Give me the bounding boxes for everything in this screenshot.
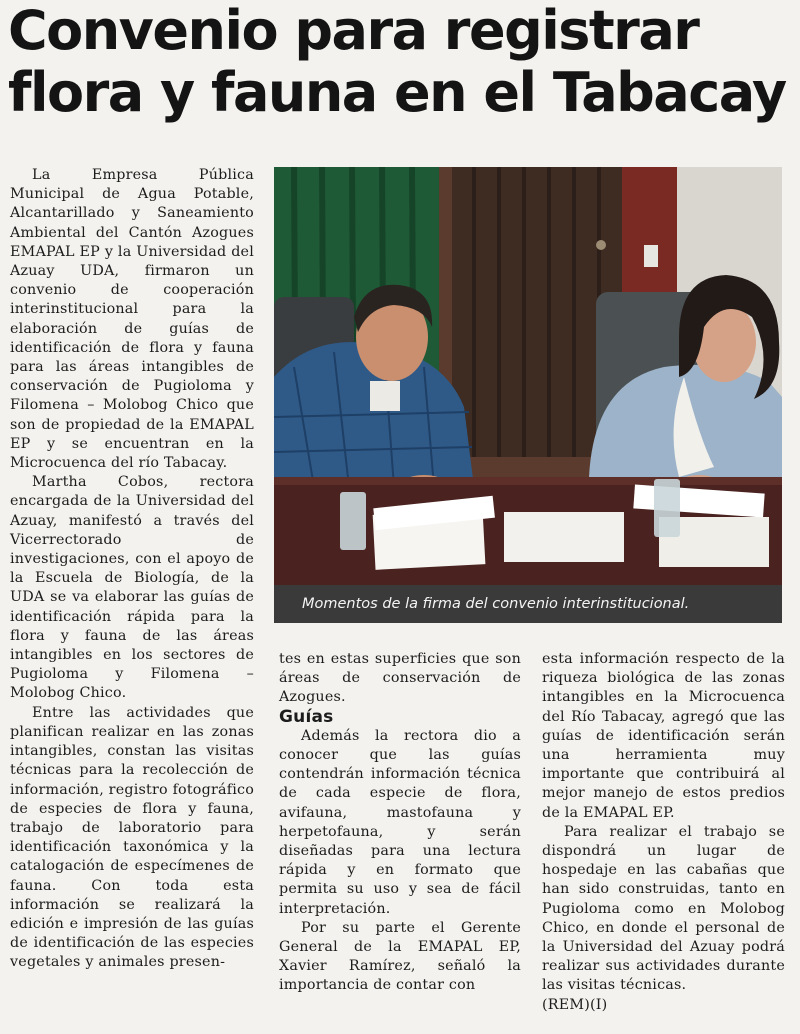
- article-column-3: [542, 650, 785, 1015]
- paragraph-guias: Además la rectora dio a conocer que las guías contendrán información técnica de cada especie de flora, avifauna, mastofauna y herpetofauna, y serán diseñadas para una lectura rápida y en formato que permita su uso y sea de fácil interpretación.: [279, 727, 521, 917]
- article-column-2: [279, 650, 521, 996]
- paragraph-gerente: Por su parte el Gerente General de la EMAPAL EP, Xavier Ramírez, señaló la importancia de contar con: [279, 919, 521, 994]
- article-photo: [274, 167, 782, 623]
- section-subheading: Guías: [279, 706, 334, 727]
- paragraph-actividades: Entre las actividades que planifican realizar en las zonas intangibles, constan las visitas técnicas para la recolección de información, registro fotográfico de especies de flora y fauna, trabajo de laboratorio para identificación taxonómica y la catalogación de especímenes de fauna. Con toda esta información se realizará la edición e impresión de las guías de identificación de las especies vegetales y animales presen-: [10, 704, 255, 971]
- article-headline: Convenio para registrar flora y fauna en el Tabacay: [8, 0, 786, 124]
- signing-scene-image: [274, 167, 782, 623]
- article-signoff: (REM)(I): [542, 996, 608, 1013]
- paragraph-intro: La Empresa Pública Municipal de Agua Potable, Alcantarillado y Saneamiento Ambiental del Cantón Azogues EMAPAL EP y la Universidad del Azuay UDA, firmaron un convenio de cooperación interinstitucional para la elaboración de guías de identificación de flora y fauna para las áreas intangibles de conservación de Pugioloma y Filomena – Molobog Chico que son de propiedad de la EMAPAL EP y se encuentran en la Microcuenca del río Tabacay.: [10, 167, 254, 472]
- paragraph-continuation: tes en estas superficies que son áreas de conservación de Azogues.: [279, 651, 521, 706]
- article-column-1: [10, 166, 254, 973]
- photo-caption: Momentos de la firma del convenio interinstitucional.: [274, 585, 782, 623]
- paragraph-riqueza: esta información respecto de la riqueza biológica de las zonas intangibles en la Microcuenca del Río Tabacay, agregó que las guías de identificación serán una herramienta muy importante que contribuirá al mejor manejo de estos predios de la EMAPAL EP.: [542, 651, 785, 821]
- paragraph-hospedaje: Para realizar el trabajo se dispondrá un lugar de hospedaje en las cabañas que han sido construidas, tanto en Pugioloma como en Molobog Chico, en donde el personal de la Universidad del Azuay podrá realizar sus actividades durante las visitas técnicas.: [542, 823, 785, 994]
- paragraph-rectora: Martha Cobos, rectora encargada de la Universidad del Azuay, manifestó a través del Vicerrectorado de investigaciones, con el apoyo de la Escuela de Biología, de la UDA se va elaborar las guías de identificación rápida para la flora y fauna de las áreas intangibles en los sectores de Pugioloma y Filomena – Molobog Chico.: [10, 474, 254, 702]
